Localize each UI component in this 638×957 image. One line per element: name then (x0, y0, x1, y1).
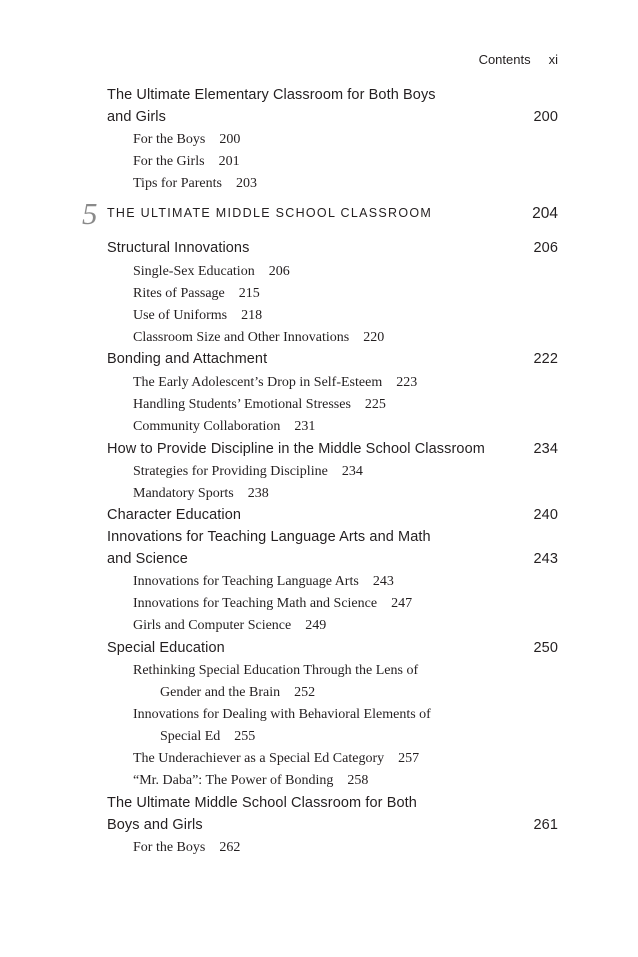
toc-entry-title: and Science (107, 551, 188, 567)
toc-entry-page: 240 (533, 507, 558, 523)
toc-subentry[interactable] (133, 486, 558, 502)
toc-subentry-page: 218 (241, 308, 263, 323)
toc-subentry-title: Girls and Computer Science (133, 618, 292, 633)
toc-subentry-page: 262 (219, 840, 241, 855)
toc-subentry[interactable] (133, 596, 558, 612)
toc-entry-page: 206 (533, 240, 558, 256)
toc-subentry[interactable] (133, 286, 558, 302)
toc-subentry-page: 257 (398, 751, 420, 766)
toc-entry-title: and Girls (107, 109, 166, 125)
toc-subentry-page: 252 (294, 685, 316, 700)
toc-subentry[interactable] (133, 707, 558, 723)
toc-entry-page: 222 (533, 351, 558, 367)
toc-subentry-title: Innovations for Dealing with Behavioral Elements of (133, 707, 431, 722)
toc-subentry-page: 255 (234, 729, 256, 744)
toc-subentry-title: The Underachiever as a Special Ed Category (133, 751, 385, 766)
toc-subentry[interactable] (133, 375, 558, 391)
toc-subentry-page: 220 (363, 330, 385, 345)
toc-subentry-title: Single-Sex Education (133, 264, 255, 279)
toc-subentry[interactable] (133, 308, 558, 324)
toc-subentry-title: Tips for Parents (133, 176, 222, 191)
chapter-heading[interactable] (107, 206, 558, 220)
toc-entry-page: 250 (533, 640, 558, 656)
running-head-page-number: xi (548, 52, 558, 67)
toc-subentry-title: “Mr. Daba”: The Power of Bonding (133, 773, 334, 788)
toc-entry-title: Character Education (107, 507, 242, 523)
toc-subentry[interactable] (133, 773, 558, 789)
toc-entry[interactable] (107, 87, 558, 103)
toc-subentry-title: For the Girls (133, 154, 205, 169)
toc-subentry-title: For the Boys (133, 132, 206, 147)
toc-subentry-page: 238 (247, 486, 269, 501)
toc-subentry[interactable] (133, 840, 558, 856)
toc-subentry-title: For the Boys (133, 840, 206, 855)
toc-entry-page: 200 (533, 109, 558, 125)
toc-entry-page: 261 (533, 817, 558, 833)
toc-subentry-title: Classroom Size and Other Innovations (133, 330, 350, 345)
toc-subentry-title: Rethinking Special Education Through the Lens of (133, 663, 419, 678)
toc-subentry[interactable] (133, 419, 558, 435)
toc-subentry[interactable] (133, 132, 558, 148)
toc-subentry-title: Rites of Passage (133, 286, 225, 301)
toc-subentry-page: 231 (294, 419, 316, 434)
chapter-title: THE ULTIMATE MIDDLE SCHOOL CLASSROOM (107, 206, 433, 220)
toc-subentry[interactable] (160, 685, 558, 701)
toc-subentry-page: 247 (391, 596, 413, 611)
toc-entry[interactable] (107, 507, 558, 523)
toc-subentry[interactable] (133, 751, 558, 767)
toc-subentry-page: 200 (219, 132, 241, 147)
toc-subentry-title: Innovations for Teaching Math and Science (133, 596, 378, 611)
toc-entry-page: 234 (533, 441, 558, 457)
toc-subentry-page: 203 (235, 176, 257, 191)
toc-entry-title: Bonding and Attachment (107, 351, 268, 367)
toc-subentry-title: Use of Uniforms (133, 308, 228, 323)
toc-entry[interactable] (107, 640, 558, 656)
toc-entry[interactable] (107, 529, 558, 545)
toc-subentry-title: Handling Students’ Emotional Stresses (133, 397, 351, 412)
toc-subentry-title: Community Collaboration (133, 419, 281, 434)
toc-subentry-page: 243 (372, 574, 394, 589)
toc-subentry-title: Strategies for Providing Discipline (133, 464, 328, 479)
toc-subentry-page: 234 (341, 464, 363, 479)
toc-entry[interactable] (107, 240, 558, 256)
toc-subentry-title: Innovations for Teaching Language Arts (133, 574, 359, 589)
toc-subentry-page: 249 (305, 618, 327, 633)
toc-subentry[interactable] (133, 264, 558, 280)
toc-subentry[interactable] (133, 663, 558, 679)
toc-subentry[interactable] (133, 618, 558, 634)
toc-subentry[interactable] (133, 176, 558, 192)
toc-entry-title: Structural Innovations (107, 240, 250, 256)
toc-entry-page: 243 (533, 551, 558, 567)
toc-subentry-page: 225 (364, 397, 386, 412)
toc-subentry-page: 258 (347, 773, 369, 788)
toc-entry[interactable] (107, 551, 558, 567)
toc-entry-title: Special Education (107, 640, 225, 656)
toc-subentry-page: 223 (396, 375, 418, 390)
toc-subentry[interactable] (133, 574, 558, 590)
toc-entry[interactable] (107, 351, 558, 367)
toc-entry-title: The Ultimate Elementary Classroom for Both Boys (107, 87, 436, 103)
toc-subentry[interactable] (160, 729, 558, 745)
toc-subentry-page: 206 (268, 264, 290, 279)
running-head-section: Contents (478, 52, 531, 67)
chapter-page: 204 (532, 205, 558, 222)
toc-entry-title: How to Provide Discipline in the Middle School Classroom (107, 441, 485, 457)
toc-entry[interactable] (107, 817, 558, 833)
running-head (479, 52, 558, 67)
toc-subentry-title: The Early Adolescent’s Drop in Self-Esteem (133, 375, 383, 390)
toc-subentry[interactable] (133, 397, 558, 413)
toc-entry-title: Boys and Girls (107, 817, 203, 833)
toc-subentry-title: Gender and the Brain (160, 685, 281, 700)
toc-entry[interactable] (107, 109, 558, 125)
toc-subentry-title: Mandatory Sports (133, 486, 234, 501)
chapter-number: 5 (82, 196, 98, 231)
toc-subentry[interactable] (133, 464, 558, 480)
toc-entry[interactable] (107, 441, 558, 457)
toc-entry-title: Innovations for Teaching Language Arts and Math (107, 529, 431, 545)
toc-subentry[interactable] (133, 330, 558, 346)
toc-entry[interactable] (107, 795, 558, 811)
toc-entry-title: The Ultimate Middle School Classroom for Both (107, 795, 417, 811)
toc-subentry-page: 201 (218, 154, 240, 169)
toc-subentry-page: 215 (238, 286, 260, 301)
toc-subentry[interactable] (133, 154, 558, 170)
toc-subentry-title: Special Ed (160, 729, 221, 744)
